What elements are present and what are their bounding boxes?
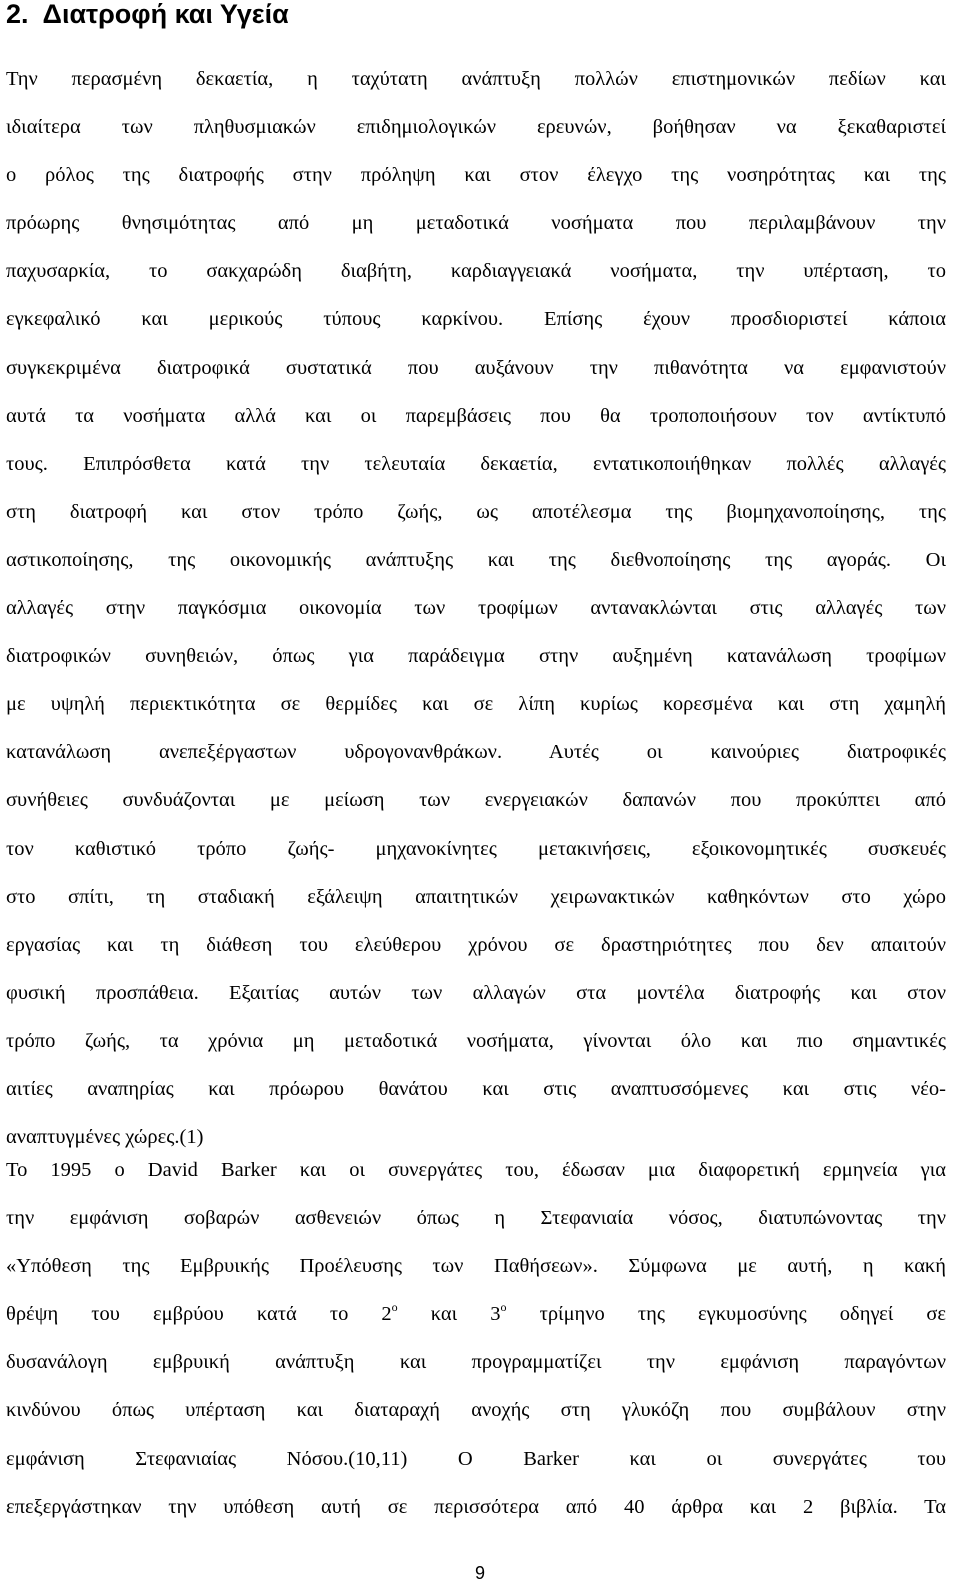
text-line: την εμφάνιση σοβαρών ασθενειών όπως η Στεφανιαία νόσος, διατυπώνοντας την: [6, 1207, 946, 1230]
superscript-ordinal: ο: [391, 1300, 398, 1315]
text-line: κινδύνου όπως υπέρταση και διαταραχή ανοχής στη γλυκόζη που συμβάλουν στην: [6, 1399, 946, 1422]
superscript-ordinal: ο: [500, 1300, 507, 1315]
text-line: Το 1995 ο David Barker και οι συνεργάτες του, έδωσαν μια διαφορετική ερμηνεία για: [6, 1159, 946, 1181]
text-line: τρόπο ζωής, τα χρόνια μη μεταδοτικά νοσήματα, γίνονται όλο και πιο σημαντικές: [6, 1029, 946, 1052]
text-line: πρόωρης θνησιμότητας από μη μεταδοτικά νοσήματα που περιλαμβάνουν την: [6, 212, 946, 235]
text-line: αλλαγές στην παγκόσμια οικονομία των τροφίμων αντανακλώνται στις αλλαγές των: [6, 597, 946, 620]
text-line: αιτίες αναπηρίας και πρόωρου θανάτου και στις αναπτυσσόμενες και στις νέο-: [6, 1077, 946, 1100]
text-segment: θρέψη του εμβρύου κατά το 2: [6, 1303, 392, 1326]
text-line: αυτά τα νοσήματα αλλά και οι παρεμβάσεις που θα τροποποιήσουν τον αντίκτυπό: [6, 404, 946, 427]
text-line: στο σπίτι, τη σταδιακή εξάλειψη απαιτητικών χειρωνακτικών καθηκόντων στο χώρο: [6, 885, 946, 908]
paragraph-1: [6, 55, 946, 1161]
text-line: «Υπόθεση της Εμβρυικής Προέλευσης των Παθήσεων». Σύμφωνα με αυτή, η κακή: [6, 1255, 946, 1278]
text-segment: και 3: [397, 1303, 501, 1326]
text-line: εμφάνιση Στεφανιαίας Νόσου.(10,11) Ο Barker και οι συνεργάτες του: [6, 1447, 946, 1470]
text-line: διατροφικών συνηθειών, όπως για παράδειγμα στην αυξημένη κατανάλωση τροφίμων: [6, 645, 946, 668]
section-heading: [6, 0, 289, 34]
page-number: 9: [474, 1563, 485, 1583]
text-line: συγκεκριμένα διατροφικά συστατικά που αυξάνουν την πιθανότητα να εμφανιστούν: [6, 356, 946, 379]
text-segment: τρίμηνο της εγκυμοσύνης οδηγεί σε: [506, 1303, 947, 1326]
text-line: κατανάλωση ανεπεξέργαστων υδρογονανθράκων. Αυτές οι καινούριες διατροφικές: [6, 741, 946, 764]
text-line: στη διατροφή και στον τρόπο ζωής, ως αποτέλεσμα της βιομηχανοποίησης, της: [6, 500, 946, 523]
text-line: ιδιαίτερα των πληθυσμιακών επιδημιολογικών ερευνών, βοήθησαν να ξεκαθαριστεί: [6, 116, 946, 139]
text-line: αστικοποίησης, της οικονομικής ανάπτυξης και της διεθνοποίησης της αγοράς. Οι: [6, 548, 946, 571]
text-line: εγκεφαλικό και μερικούς τύπους καρκίνου. Επίσης έχουν προσδιοριστεί κάποια: [6, 308, 946, 331]
text-line: με υψηλή περιεκτικότητα σε θερμίδες και σε λίπη κυρίως κορεσμένα και στη χαμηλή: [6, 693, 946, 716]
text-line: επεξεργάστηκαν την υπόθεση αυτή σε περισσότερα από 40 άρθρα και 2 βιβλία. Τα: [6, 1495, 946, 1518]
text-line: εργασίας και τη διάθεση του ελεύθερου χρόνου σε δραστηριότητες που δεν απαιτούν: [6, 933, 946, 956]
section-title: Διατροφή και Υγεία: [42, 0, 289, 29]
section-number: 2.: [6, 0, 29, 29]
text-line: ο ρόλος της διατροφής στην πρόληψη και στον έλεγχο της νοσηρότητας και της: [6, 164, 946, 187]
text-line: συνήθειες συνδυάζονται με μείωση των ενεργειακών δαπανών που προκύπτει από: [6, 789, 946, 812]
text-line: αναπτυγμένες χώρες.(1): [6, 1126, 204, 1149]
text-line: παχυσαρκία, το σακχαρώδη διαβήτη, καρδιαγγειακά νοσήματα, την υπέρταση, το: [6, 260, 946, 283]
text-line: δυσανάλογη εμβρυική ανάπτυξη και προγραμματίζει την εμφάνιση παραγόντων: [6, 1351, 946, 1374]
text-line: φυσική προσπάθεια. Εξαιτίας αυτών των αλλαγών στα μοντέλα διατροφής και στον: [6, 981, 946, 1004]
text-line: Την περασμένη δεκαετία, η ταχύτατη ανάπτυξη πολλών επιστημονικών πεδίων και: [6, 68, 946, 90]
text-line: τον καθιστικό τρόπο ζωής- μηχανοκίνητες μετακινήσεις, εξοικονομητικές συσκευές: [6, 837, 946, 860]
text-line-with-superscripts: [6, 1290, 946, 1338]
paragraph-2: [6, 1146, 946, 1531]
text-line: τους. Επιπρόσθετα κατά την τελευταία δεκαετία, εντατικοποιήθηκαν πολλές αλλαγές: [6, 452, 946, 475]
